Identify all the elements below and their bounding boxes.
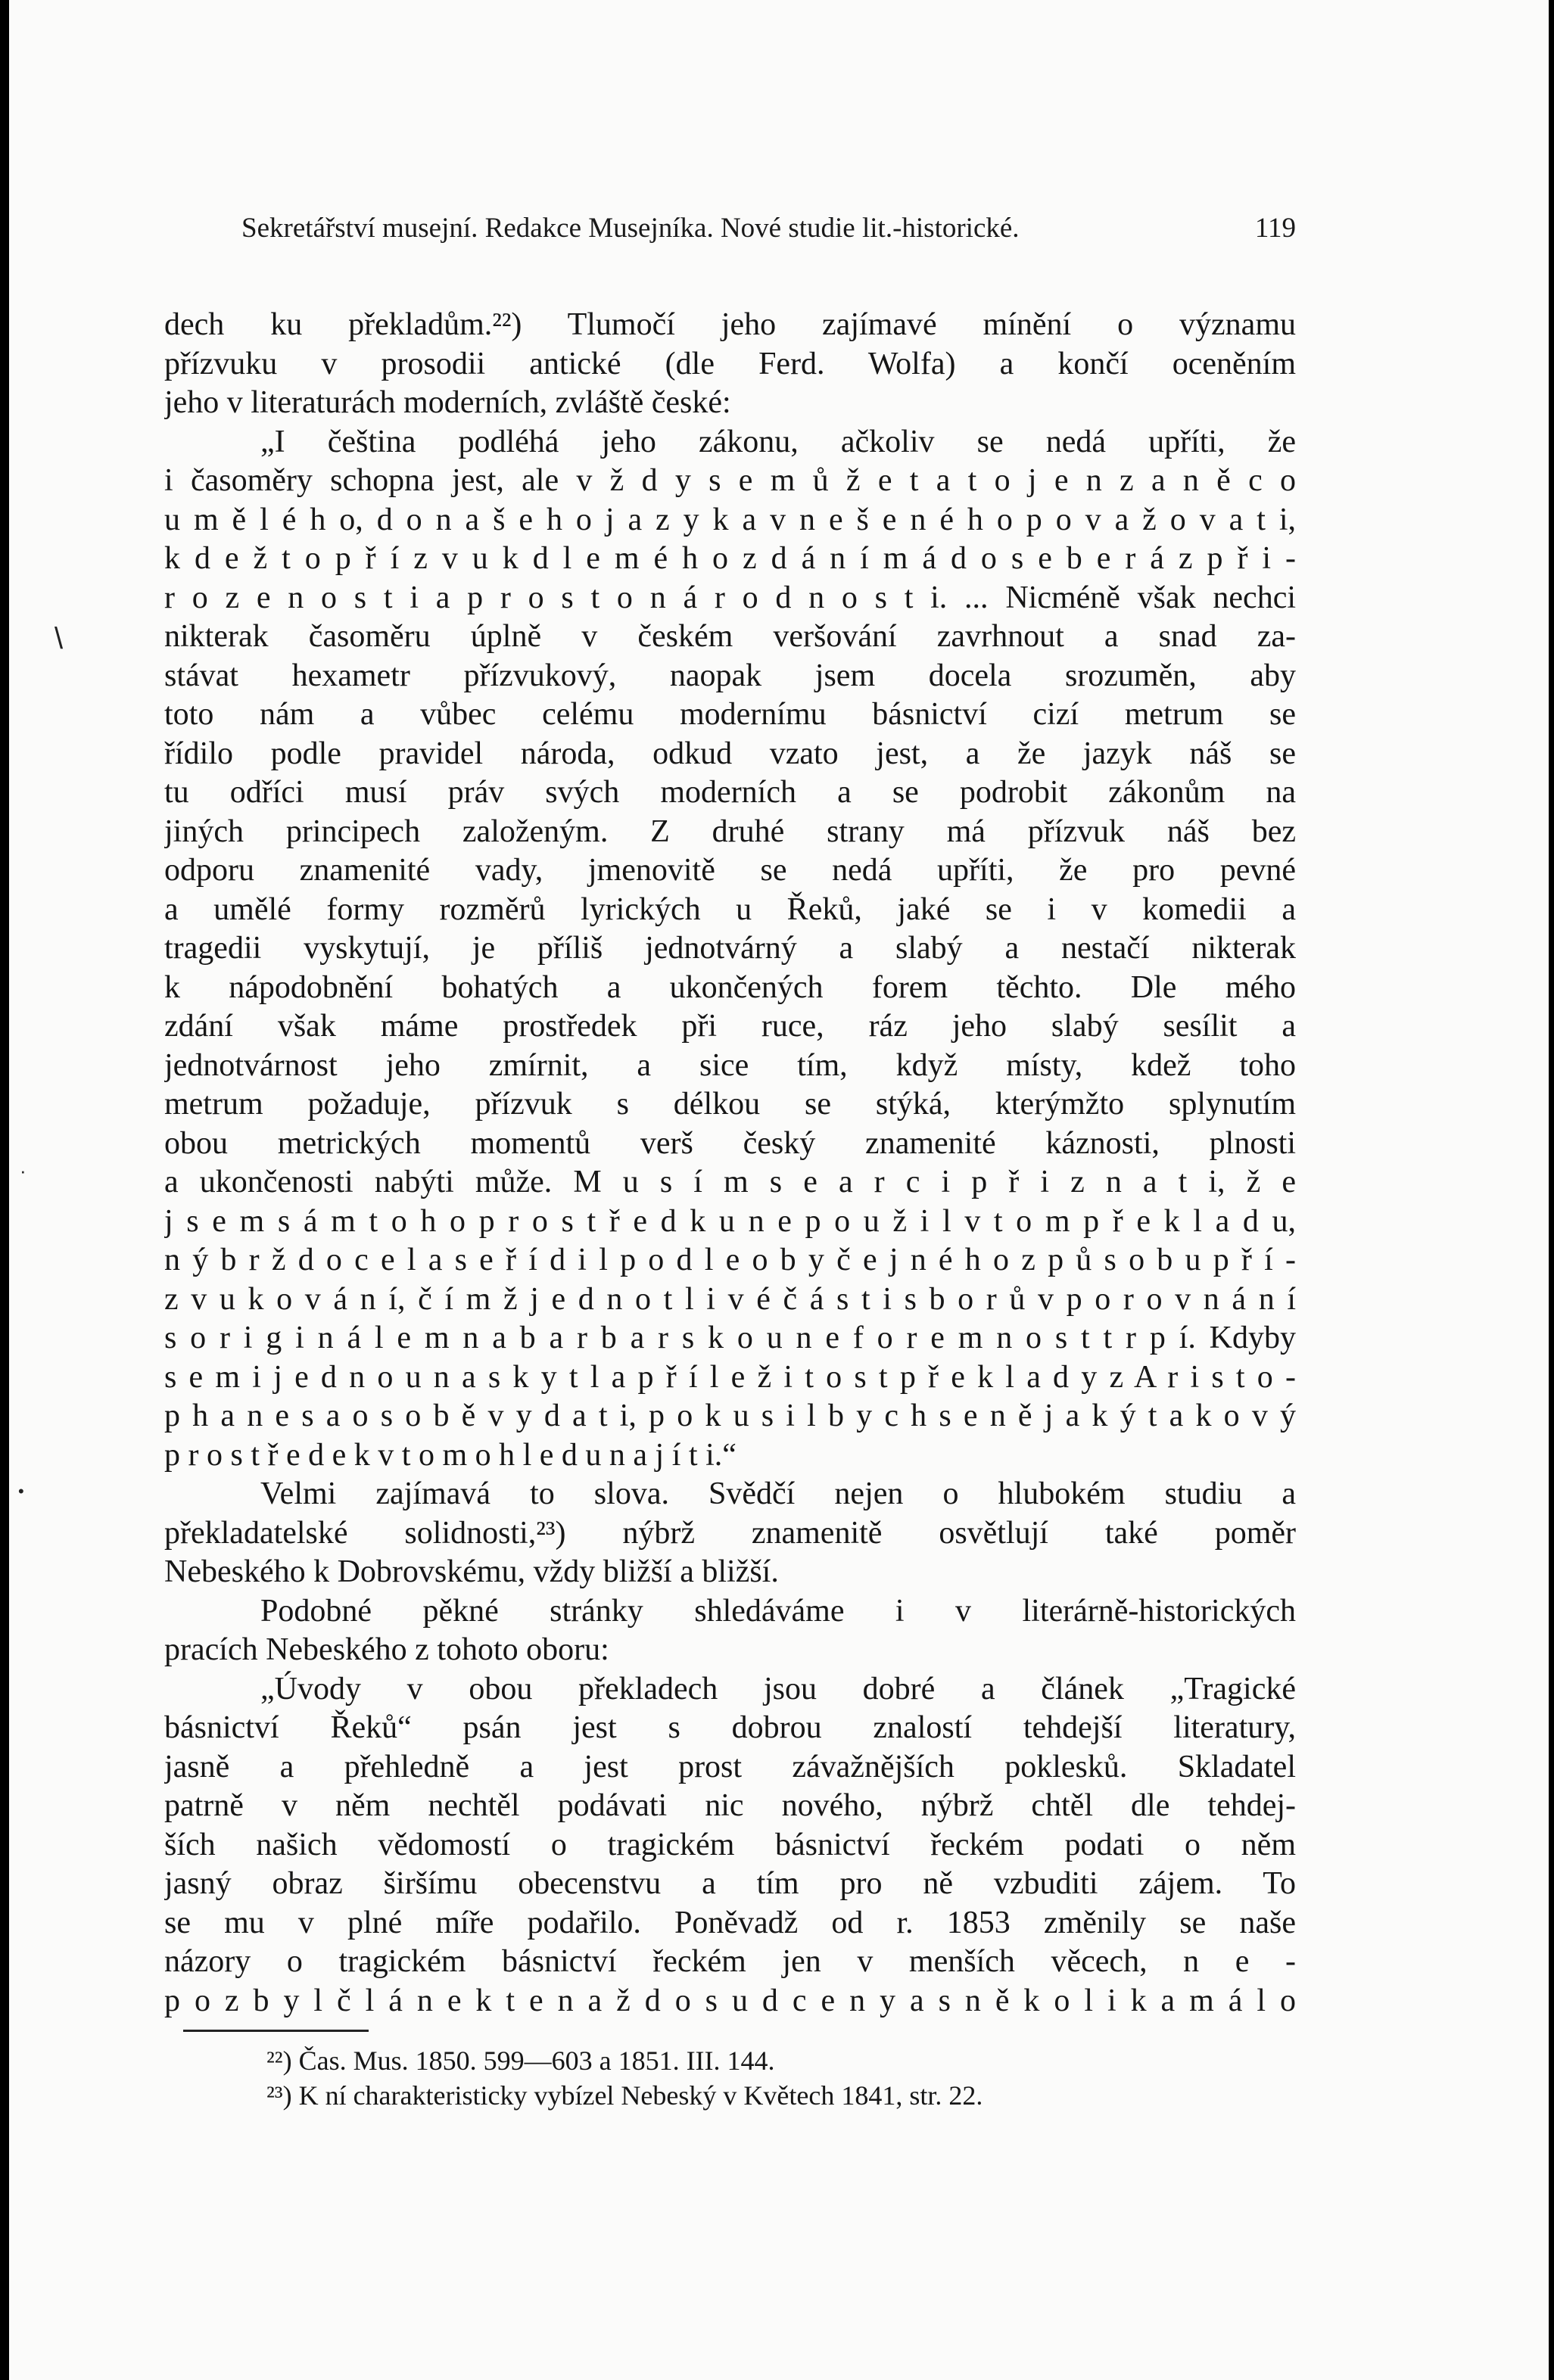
text-line: dech ku překladům.²²) Tlumočí jeho zajímavé mínění o významu <box>164 307 1296 342</box>
text-line: názory o tragickém básnictví řeckém jen v menších věcech, n e - <box>164 1944 1296 1979</box>
text-line: přízvuku v prosodii antické (dle Ferd. Wolfa) a končí oceněním <box>164 346 1296 381</box>
text-line: tragedii vyskytují, je příliš jednotvárný a slabý a nestačí nikterak <box>164 931 1296 966</box>
text-line: k nápodobnění bohatých a ukončených forem těchto. Dle mého <box>164 969 1296 1005</box>
text-line: a umělé formy rozměrů lyrických u Řeků, jaké se i v komedii a <box>164 891 1296 927</box>
footnote-22: ²²) Čas. Mus. 1850. 599—603 a 1851. III. 144. <box>266 2046 775 2076</box>
text-line: p o z b y l č l á n e k t e n a ž d o s u d c e n y a s n ě k o l i k a m á l o <box>164 1983 1296 2018</box>
text-line: řídilo podle pravidel národa, odkud vzato jest, a že jazyk náš se <box>164 736 1296 771</box>
footnote-rule <box>183 2030 369 2032</box>
text-line: p h a n e s a o s o b ě v y d a t i, p o k u s i l b y c h s e n ě j a k ý t a k o v ý <box>164 1398 1296 1433</box>
text-line: stávat hexametr přízvukový, naopak jsem docela srozuměn, aby <box>164 658 1296 693</box>
text-line: jeho v literaturách moderních, zvláště české: <box>164 385 731 420</box>
text-line: p r o s t ř e d e k v t o m o h l e d u n a j í t i.“ <box>164 1437 737 1473</box>
text-line: k d e ž t o p ř í z v u k d l e m é h o z d á n í m á d o s e b e r á z p ř i - <box>164 541 1296 576</box>
text-line: „I čeština podléhá jeho zákonu, ačkoliv se nedá upříti, že <box>260 424 1296 459</box>
text-line: jednotvárnost jeho zmírnit, a sice tím, když místy, kdež toho <box>164 1047 1296 1083</box>
text-line: n ý b r ž d o c e l a s e ř í d i l p o d l e o b y č e j n é h o z p ů s o b u p ř í - <box>164 1243 1296 1277</box>
text-line: ších našich vědomostí o tragickém básnictví řeckém podati o něm <box>164 1827 1296 1862</box>
text-line: Nebeského k Dobrovskému, vždy bližší a bližší. <box>164 1554 779 1589</box>
running-title: Sekretářství musejní. Redakce Musejníka. Nové studie lit.-historické. <box>241 213 1020 244</box>
text-line: patrně v něm nechtěl podávati nic nového, nýbrž chtěl dle tehdej- <box>164 1788 1296 1823</box>
text-line: nikterak časoměru úplně v českém veršování zavrhnout a snad za- <box>164 619 1296 654</box>
text-line: obou metrických momentů verš český znamenité káznosti, plnosti <box>164 1125 1296 1161</box>
text-line: překladatelské solidnosti,²³) nýbrž znamenitě osvětlují také poměr <box>164 1515 1296 1551</box>
text-line: metrum požaduje, přízvuk s délkou se stýká, kterýmžto splynutím <box>164 1087 1296 1122</box>
text-line: básnictví Řeků“ psán jest s dobrou znalostí tehdejší literatury, <box>164 1710 1296 1745</box>
text-line: Podobné pěkné stránky shledáváme i v literárně-historických <box>260 1593 1296 1629</box>
text-line: toto nám a vůbec celému modernímu básnictví cizí metrum se <box>164 697 1296 732</box>
text-line: a ukončenosti nabýti může. M u s í m s e a r c i p ř i z n a t i, ž e <box>164 1165 1296 1199</box>
margin-mark-dot: • <box>18 1482 24 1501</box>
text-line: s o r i g i n á l e m n a b a r b a r s k o u n e f o r e m n o s t t r p í. Kdyby <box>164 1321 1296 1355</box>
text-line: s e m i j e d n o u n a s k y t l a p ř í l e ž i t o s t p ř e k l a d y z A r i s t o - <box>164 1359 1296 1395</box>
text-line: tu odříci musí práv svých moderních a se podrobit zákonům na <box>164 775 1296 810</box>
text-line: zdání však máme prostředek při ruce, ráz jeho slabý sesílit a <box>164 1009 1296 1044</box>
page-header <box>241 203 1296 248</box>
footnotes <box>266 2043 1296 2113</box>
document-page <box>9 0 1549 2380</box>
text-line: r o z e n o s t i a p r o s t o n á r o d n o s t i. ... Nicméně však nechci <box>164 580 1296 615</box>
text-line: pracích Nebeského z tohoto oboru: <box>164 1632 609 1667</box>
text-line: jasný obraz širšímu obecenstvu a tím pro ně vzbuditi zájem. To <box>164 1866 1296 1901</box>
text-line: i časoměry schopna jest, ale v ž d y s e m ů ž e t a t o j e n z a n ě c o <box>164 463 1296 498</box>
page-number: 119 <box>1254 213 1296 244</box>
text-line: se mu v plné míře podařilo. Poněvadž od r. 1853 změnily se naše <box>164 1905 1296 1940</box>
text-line: jiných principech založeným. Z druhé strany má přízvuk náš bez <box>164 814 1296 849</box>
text-line: u m ě l é h o, d o n a š e h o j a z y k a v n e š e n é h o p o v a ž o v a t i, <box>164 502 1296 537</box>
body-text <box>164 306 1296 2021</box>
text-line: „Úvody v obou překladech jsou dobré a článek „Tragické <box>260 1671 1296 1706</box>
text-line: Velmi zajímavá to slova. Svědčí nejen o hlubokém studiu a <box>260 1476 1296 1511</box>
footnote-23: ²³) K ní charakteristicky vybízel Nebeský v Květech 1841, str. 22. <box>266 2080 983 2111</box>
text-line: jasně a přehledně a jest prost závažnějších poklesků. Skladatel <box>164 1749 1296 1784</box>
text-line: j s e m s á m t o h o p r o s t ř e d k u n e p o u ž i l v t o m p ř e k l a d u, <box>164 1203 1296 1239</box>
margin-mark-small-dot: · <box>20 1159 26 1182</box>
text-line: odporu znamenité vady, jmenovitě se nedá upříti, že pro pevné <box>164 853 1296 888</box>
margin-mark-backslash: \ <box>54 622 64 655</box>
text-line: z v u k o v á n í, č í m ž j e d n o t l i v é č á s t i s b o r ů v p o r o v n á n í <box>164 1281 1296 1317</box>
